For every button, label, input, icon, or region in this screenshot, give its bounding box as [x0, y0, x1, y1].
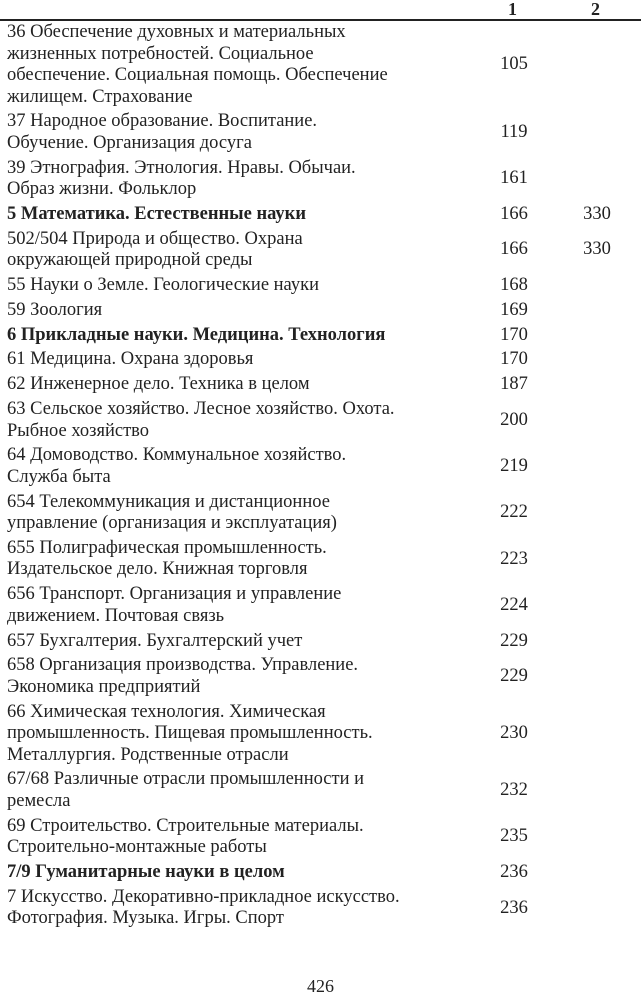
column-1-value: 236: [500, 862, 528, 882]
column-1-value: 232: [500, 780, 528, 801]
column-1-value: 187: [500, 374, 528, 395]
section-title: 59 Зоология: [7, 299, 103, 320]
section-title: 36 Обеспечение духовных и материальных жизненных потребностей. Социальное обеспечение. Социальная помощь. Обеспечение жилищем. Страхование: [7, 22, 388, 107]
section-title: 61 Медицина. Охрана здоровья: [7, 349, 254, 370]
table-row: [0, 538, 641, 581]
column-1-value: 161: [500, 168, 528, 189]
table-row: [0, 111, 641, 154]
table-row: [0, 631, 641, 653]
section-title: 37 Народное образование. Воспитание. Обучение. Организация досуга: [7, 111, 318, 153]
section-title: 7 Искусство. Декоративно-прикладное искусство. Фотография. Музыка. Игры. Спорт: [7, 886, 400, 929]
section-title: 62 Инженерное дело. Техника в целом: [7, 374, 310, 395]
column-1-value: 229: [500, 630, 528, 651]
section-title: 656 Транспорт. Организация и управление движением. Почтовая связь: [7, 584, 342, 626]
column-2-header: 2: [591, 0, 600, 19]
column-1-value: 166: [500, 239, 528, 260]
section-title: 64 Домоводство. Коммунальное хозяйство. Служба быта: [7, 445, 347, 487]
column-1-value: 236: [500, 897, 528, 918]
table-row: [0, 374, 641, 396]
column-1-value: 168: [500, 275, 528, 295]
column-1-value: 166: [500, 203, 528, 224]
column-1-value: 169: [500, 299, 528, 320]
section-title: 63 Сельское хозяйство. Лесное хозяйство. Охота. Рыбное хозяйство: [7, 399, 395, 441]
section-title: 66 Химическая технология. Химическая промышленность. Пищевая промышленность. Металлургия. Родственные отрасли: [7, 701, 373, 765]
column-1-value: 223: [500, 548, 528, 569]
section-title: 654 Телекоммуникация и дистанционное управление (организация и эксплуатация): [7, 491, 337, 534]
column-1-value: 222: [500, 502, 528, 523]
page-number: 426: [307, 976, 334, 996]
section-title: 7/9 Гуманитарные науки в целом: [7, 862, 285, 882]
section-title: 658 Организация производства. Управление. Экономика предприятий: [7, 655, 359, 697]
table-row: [0, 702, 641, 767]
table-row: [0, 816, 641, 859]
section-title: 655 Полиграфическая промышленность. Издательское дело. Книжная торговля: [7, 537, 327, 580]
column-1-value: 170: [500, 324, 528, 345]
section-title: 657 Бухгалтерия. Бухгалтерский учет: [7, 630, 303, 651]
column-1-header: 1: [508, 0, 517, 19]
column-2-value: 330: [583, 203, 611, 224]
table-row: [0, 22, 641, 108]
section-title: 67/68 Различные отрасли промышленности и ремесла: [7, 769, 365, 811]
column-1-value: 219: [500, 456, 528, 477]
column-1-value: 105: [500, 54, 528, 75]
column-2-value: 330: [583, 239, 611, 260]
section-title: 55 Науки о Земле. Геологические науки: [7, 275, 319, 295]
table-row: [0, 769, 641, 812]
section-title: 5 Математика. Естественные науки: [7, 203, 306, 224]
table-row: [0, 399, 641, 442]
table-header: [0, 0, 641, 21]
table-row: [0, 887, 641, 930]
section-title: 502/504 Природа и общество. Охрана окружающей природной среды: [7, 228, 303, 271]
table-row: [0, 300, 641, 322]
table-row: [0, 445, 641, 488]
column-1-value: 119: [500, 122, 528, 143]
section-title: 39 Этнография. Этнология. Нравы. Обычаи. Образ жизни. Фольклор: [7, 157, 356, 200]
table-row: [0, 349, 641, 371]
column-1-value: 224: [500, 594, 528, 615]
table-row: [0, 204, 641, 226]
column-1-value: 200: [500, 409, 528, 430]
column-1-value: 170: [500, 349, 528, 370]
table-row: [0, 655, 641, 698]
table-row: [0, 862, 641, 884]
table-row: [0, 325, 641, 347]
column-1-value: 229: [500, 666, 528, 687]
table-row: [0, 492, 641, 535]
table-row: [0, 158, 641, 201]
section-title: 69 Строительство. Строительные материалы. Строительно-монтажные работы: [7, 815, 364, 858]
table-row: [0, 275, 641, 297]
section-title: 6 Прикладные науки. Медицина. Технология: [7, 324, 386, 345]
column-1-value: 235: [500, 826, 528, 847]
column-1-value: 230: [500, 723, 528, 744]
table-row: [0, 584, 641, 627]
table-row: [0, 229, 641, 272]
